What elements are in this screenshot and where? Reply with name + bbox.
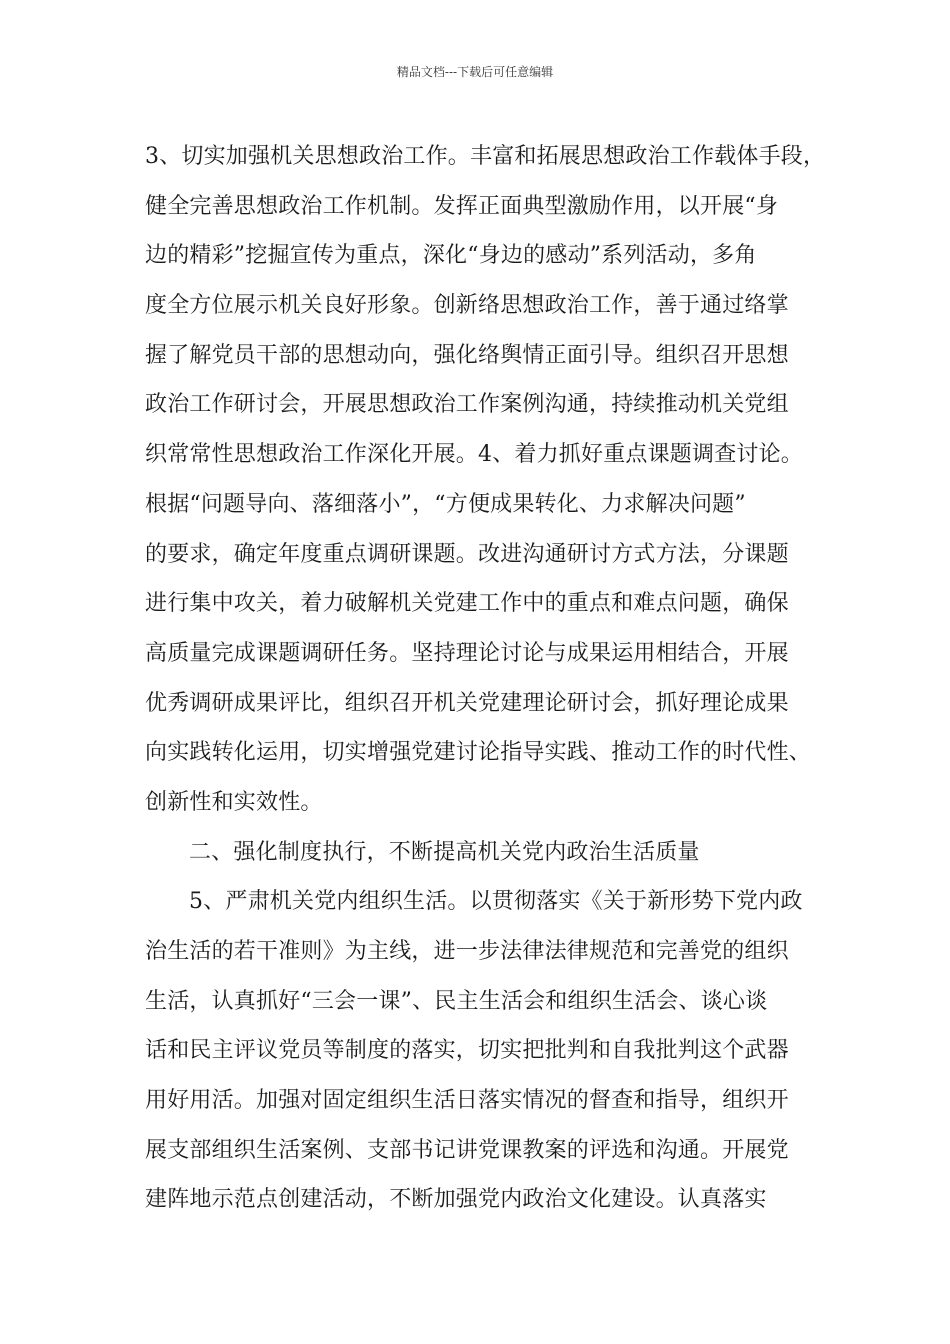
- text-line: 建阵地示范点创建活动，不断加强党内政治文化建设。认真落实: [145, 1187, 767, 1213]
- text-line: 用好用活。加强对固定组织生活日落实情况的督查和指导，组织开: [145, 1088, 789, 1114]
- text-line: 的要求，确定年度重点调研课题。改进沟通研讨方式方法，分课题: [145, 541, 789, 567]
- text-line: 治生活的若干准则》为主线，进一步法律法律规范和完善党的组织: [145, 939, 789, 964]
- text-line: 握了解党员干部的思想动向，强化络舆情正面引导。组织召开思想: [145, 342, 789, 368]
- page-header: 精品文档---下载后可任意编辑: [396, 65, 554, 79]
- text-line: 向实践转化运用，切实增强党建讨论指导实践、推动工作的时代性、: [145, 740, 812, 766]
- text-line: 进行集中攻关，着力破解机关党建工作中的重点和难点问题，确保: [145, 591, 789, 617]
- text-line: 高质量完成课题调研任务。坚持理论讨论与成果运用相结合，开展: [145, 640, 789, 666]
- section-heading: 二、强化制度执行，不断提高机关党内政治生活质量: [189, 839, 700, 865]
- text-line: 话和民主评议党员等制度的落实，切实把批判和自我批判这个武器: [145, 1038, 789, 1064]
- text-line: 3、切实加强机关思想政治工作。丰富和拓展思想政治工作载体手段，: [145, 144, 826, 169]
- text-line: 健全完善思想政治工作机制。发挥正面典型激励作用，以开展“身: [145, 193, 779, 219]
- text-line: 创新性和实效性。: [145, 789, 323, 815]
- text-line: 度全方位展示机关良好形象。创新络思想政治工作，善于通过络掌: [145, 293, 789, 319]
- document-body: [145, 132, 835, 1225]
- text-line: 生活，认真抓好“三会一课”、民主生活会和组织生活会、谈心谈: [145, 988, 768, 1014]
- text-line: 边的精彩”挖掘宣传为重点，深化“身边的感动”系列活动，多角: [145, 243, 757, 269]
- text-line: 政治工作研讨会，开展思想政治工作案例沟通，持续推动机关党组: [145, 392, 789, 418]
- text-line: 优秀调研成果评比，组织召开机关党建理论研讨会，抓好理论成果: [145, 690, 789, 716]
- text-line: 织常常性思想政治工作深化开展。4、着力抓好重点课题调查讨论。: [145, 442, 803, 468]
- text-line: 根据“问题导向、落细落小”，“方便成果转化、力求解决问题”: [145, 491, 746, 517]
- text-line: 展支部组织生活案例、支部书记讲党课教案的评选和沟通。开展党: [145, 1137, 789, 1163]
- paragraph-first-line: 5、严肃机关党内组织生活。以贯彻落实《关于新形势下党内政: [189, 889, 803, 915]
